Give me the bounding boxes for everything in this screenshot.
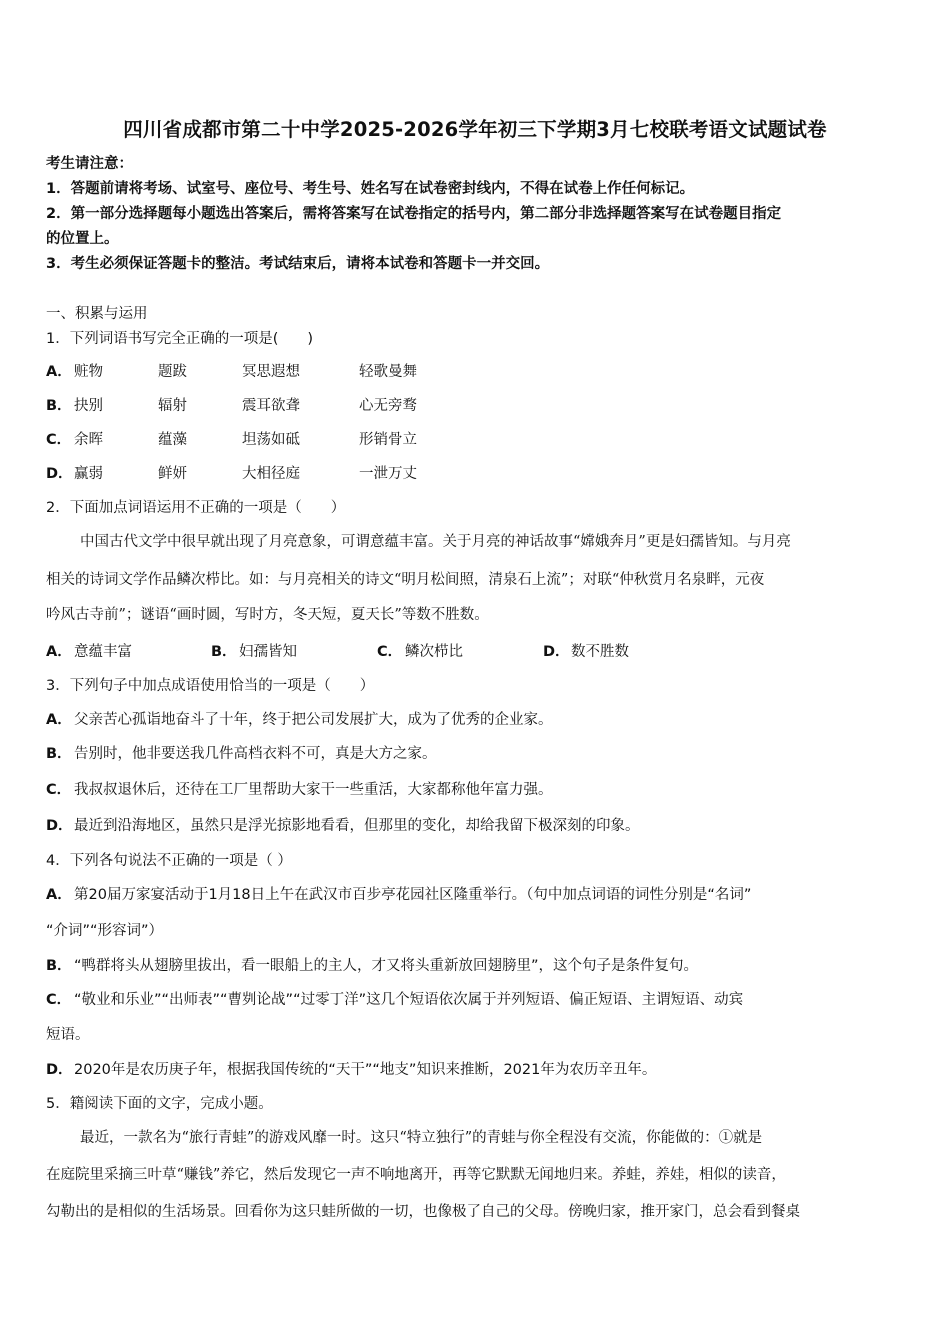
option-label: C． [377,644,403,660]
option-word: 形销骨立 [359,432,417,448]
option-label: D． [46,1062,73,1078]
option-text: “敬业和乐业”“出师表”“曹刿论战”“过零丁洋”这几个短语依次属于并列短语、偏正短语、主谓短语、动宾 [74,992,744,1008]
option-label: B． [46,958,72,974]
question-3-stem: 3．下列句子中加点成语使用恰当的一项是（ ） [46,678,375,694]
option-label: A． [46,712,72,728]
option-word: 余晖 [74,432,103,448]
option-word: 鲜妍 [158,466,187,482]
option-text: 父亲苦心孤诣地奋斗了十年，终于把公司发展扩大，成为了优秀的企业家。 [74,712,553,728]
option-label: D． [46,818,73,834]
notice-item: 1．答题前请将考场、试室号、座位号、考生号、姓名写在试卷密封线内，不得在试卷上作任何标记。 [46,181,695,197]
option-word: 大相径庭 [242,466,300,482]
notice-heading: 考生请注意： [46,156,133,172]
option-label: D． [543,644,570,660]
option-word: 轻歌曼舞 [359,364,417,380]
question-2-stem: 2．下面加点词语运用不正确的一项是（ ） [46,500,346,516]
question-5-stem: 5．籍阅读下面的文字，完成小题。 [46,1096,273,1112]
page-title: 四川省成都市第二十中学2025-2026学年初三下学期3月七校联考语文试题试卷 [123,118,827,141]
notice-item: 2．第一部分选择题每小题选出答案后，需将答案写在试卷指定的括号内，第二部分非选择题答案写在试卷题目指定 [46,206,782,222]
option-word: 题跋 [158,364,187,380]
option-label: A． [46,644,72,660]
passage-line: 勾勒出的是相似的生活场景。回看你为这只蛙所做的一切，也像极了自己的父母。傍晚归家，推开家门，总会看到餐桌 [46,1204,800,1220]
option-text: 最近到沿海地区，虽然只是浮光掠影地看看，但那里的变化，却给我留下极深刻的印象。 [74,818,640,834]
question-1-stem: 1．下列词语书写完全正确的一项是( ) [46,331,314,347]
option-word: 坦荡如砥 [242,432,300,448]
notice-item: 的位置上。 [46,231,119,247]
option-text: “介词”“形容词”） [46,923,164,939]
option-text: 短语。 [46,1027,90,1043]
option-word: 震耳欲聋 [242,398,300,414]
option-text: 第20届万家宴活动于1月18日上午在武汉市百步亭花园社区隆重举行。（句中加点词语的词性分别是“名词” [74,887,752,903]
option-text: 鳞次栉比 [405,644,463,660]
option-label: D． [46,466,73,482]
option-text: 告别时，他非要送我几件高档衣料不可，真是大方之家。 [74,746,437,762]
option-text: 2020年是农历庚子年，根据我国传统的“天干”“地支”知识来推断，2021年为农历辛丑年。 [74,1062,657,1078]
option-label: C． [46,432,72,448]
passage-line: 中国古代文学中很早就出现了月亮意象，可谓意蕴丰富。关于月亮的神话故事“嫦娥奔月”更是妇孺皆知。与月亮 [80,534,791,550]
option-word: 抉别 [74,398,103,414]
option-label: B． [46,398,72,414]
option-text: 我叔叔退休后，还待在工厂里帮助大家干一些重活，大家都称他年富力强。 [74,782,553,798]
passage-line: 在庭院里采摘三叶草“赚钱”养它，然后发现它一声不响地离开，再等它默默无闻地归来。养蛙，养娃，相似的读音， [46,1167,786,1183]
option-text: “鸭群将头从翅膀里拔出，看一眼船上的主人，才又将头重新放回翅膀里”，这个句子是条件复句。 [74,958,699,974]
option-label: C． [46,782,72,798]
option-word: 冥思遐想 [242,364,300,380]
option-word: 一泄万丈 [359,466,417,482]
option-word: 赢弱 [74,466,103,482]
option-label: B． [46,746,72,762]
option-word: 心无旁骛 [359,398,417,414]
question-4-stem: 4．下列各句说法不正确的一项是（ ） [46,853,292,869]
option-word: 辐射 [158,398,187,414]
option-text: 意蕴丰富 [74,644,132,660]
option-label: A． [46,364,72,380]
passage-line: 最近，一款名为“旅行青蛙”的游戏风靡一时。这只“特立独行”的青蛙与你全程没有交流，你能做的：①就是 [80,1130,763,1146]
passage-line: 吟风古寺前”；谜语“画时圆，写时方，冬天短，夏天长”等数不胜数。 [46,607,489,623]
option-label: C． [46,992,72,1008]
option-word: 蕴藻 [158,432,187,448]
section-heading: 一、积累与运用 [46,306,148,322]
option-label: A． [46,887,72,903]
option-label: B． [211,644,237,660]
option-text: 妇孺皆知 [239,644,297,660]
passage-line: 相关的诗词文学作品鳞次栉比。如：与月亮相关的诗文“明月松间照，清泉石上流”；对联“仲秋赏月名泉畔，元夜 [46,572,765,588]
notice-item: 3．考生必须保证答题卡的整洁。考试结束后，请将本试卷和答题卡一并交回。 [46,256,550,272]
option-text: 数不胜数 [571,644,629,660]
option-word: 赃物 [74,364,103,380]
